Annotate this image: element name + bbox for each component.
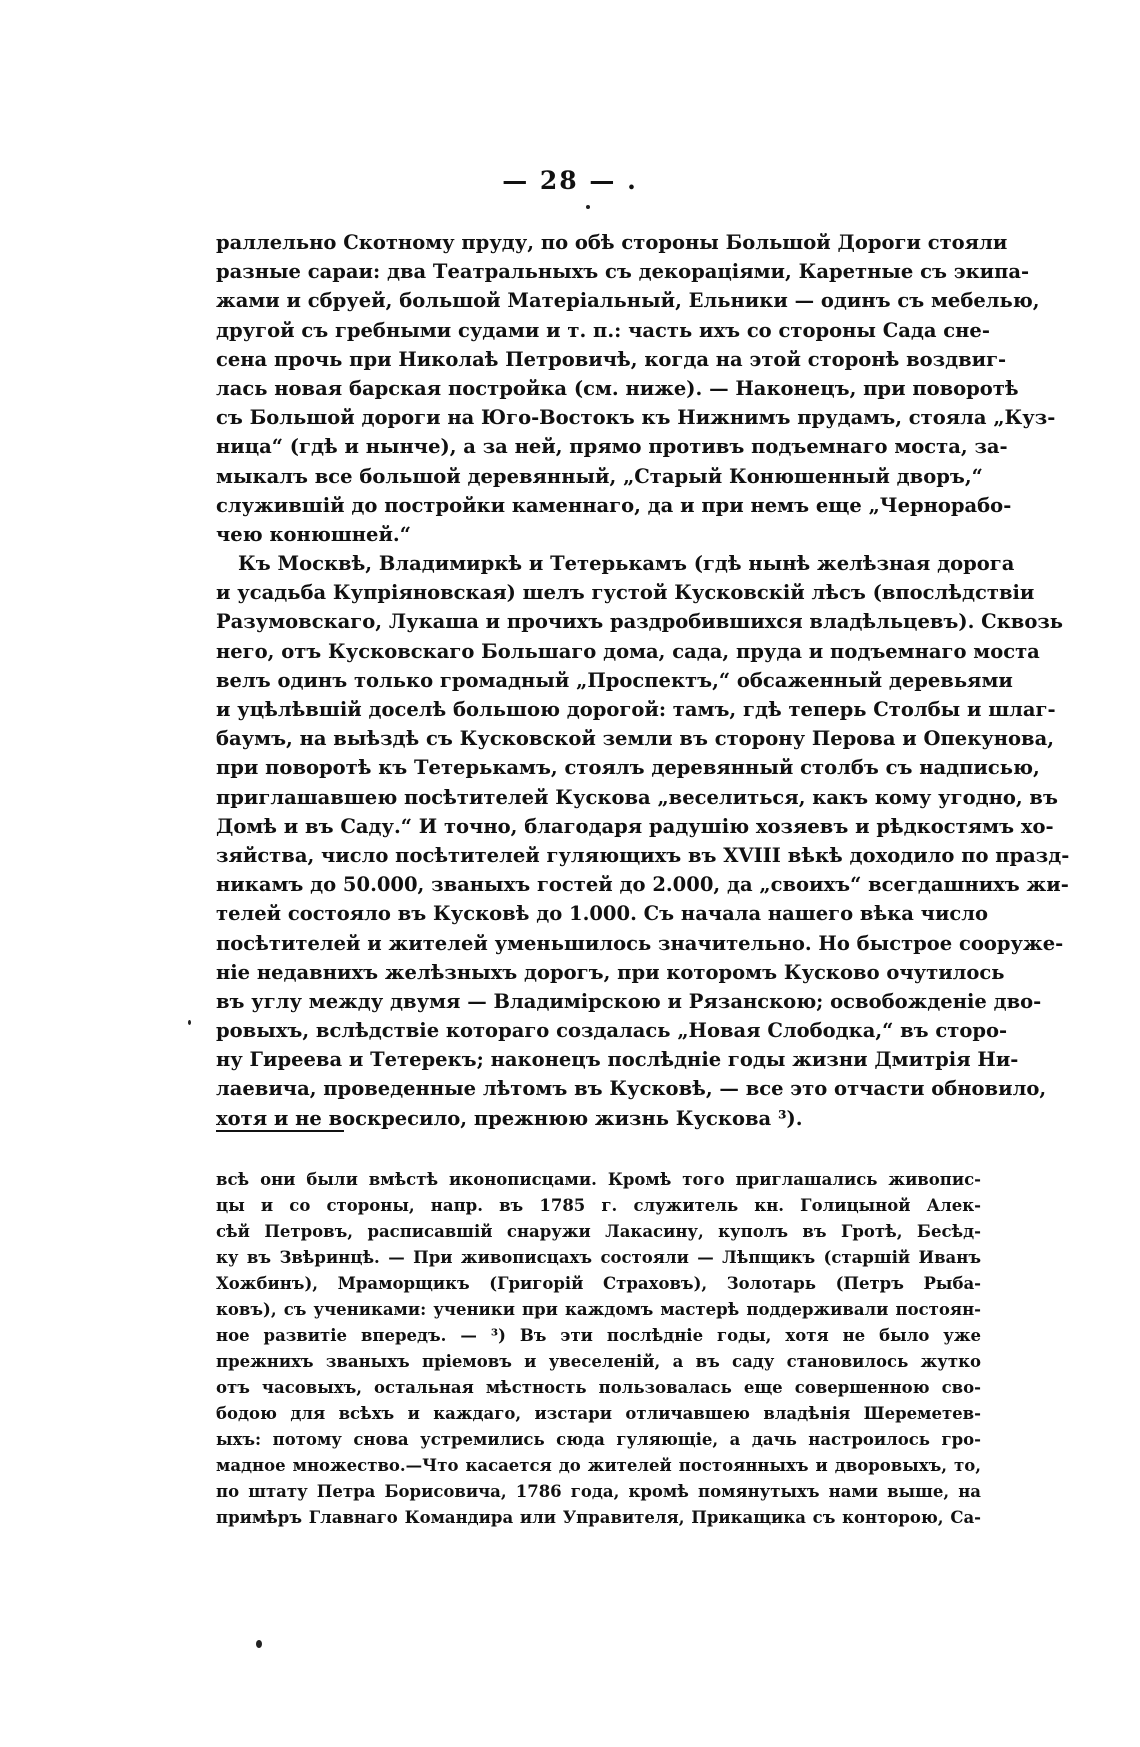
- text-line: лаевича, проведенные лѣтомъ въ Кусковѣ, — все это отчасти обновило,: [216, 1077, 1047, 1101]
- footnote-line: цы и со стороны, напр. въ 1785 г. служитель кн. Голицыной Алек-: [216, 1196, 981, 1215]
- text-line: Домѣ и въ Саду.“ И точно, благодаря радушію хозяевъ и рѣдкостямъ хо-: [216, 814, 1054, 838]
- text-line: въ углу между двумя — Владимірскою и Рязанскою; освобожденіе дво-: [216, 989, 1042, 1013]
- footnote-line: примѣръ Главнаго Командира или Управителя, Прикащика съ конторою, Са-: [216, 1508, 981, 1527]
- footnote-line: бодою для всѣхъ и каждаго, изстари отличавшею владѣнія Шереметев-: [216, 1404, 981, 1423]
- text-line: жами и сбруей, большой Матеріальный, Ельники — одинъ съ мебелью,: [216, 289, 1040, 313]
- footnote-separator: [216, 1130, 344, 1132]
- text-line: служившій до постройки каменнаго, да и при немъ еще „Чернорабо-: [216, 493, 1012, 517]
- text-line: хотя и не воскресило, прежнюю жизнь Кускова ³).: [216, 1106, 803, 1130]
- scan-speck: [256, 1640, 262, 1648]
- scan-speck: [188, 1020, 191, 1025]
- text-line: зяйства, число посѣтителей гуляющихъ въ XVIII вѣкѣ доходило по празд-: [216, 843, 1070, 867]
- footnote-line: всѣ они были вмѣстѣ иконописцами. Кромѣ того приглашались живопис-: [216, 1170, 981, 1189]
- footnote-line: ное развитіе впередъ. — ³) Въ эти послѣдніе годы, хотя не было уже: [216, 1326, 981, 1345]
- footnote-line: отъ часовыхъ, остальная мѣстность пользовалась еще совершенною сво-: [216, 1378, 981, 1397]
- footnote-line: ку въ Звѣринцѣ. — При живописцахъ состояли — Лѣпщикъ (старшій Иванъ: [216, 1248, 981, 1267]
- text-line: разные сараи: два Театральныхъ съ декораціями, Каретные съ экипа-: [216, 260, 1030, 284]
- footnote-line: сѣй Петровъ, расписавшій снаружи Лакасину, куполъ въ Гротѣ, Бесѣд-: [216, 1222, 981, 1241]
- text-line: телей состояло въ Кусковѣ до 1.000. Съ начала нашего вѣка число: [216, 902, 989, 926]
- text-line: и усадьба Купріяновская) шелъ густой Кусковскій лѣсъ (впослѣдствіи: [216, 581, 1035, 605]
- text-line: него, отъ Кусковскаго Большаго дома, сада, пруда и подъемнаго моста: [216, 639, 1040, 663]
- text-line: ровыхъ, вслѣдствіе котораго создалась „Новая Слободка,“ въ сторо-: [216, 1019, 1008, 1043]
- text-line: раллельно Скотному пруду, по обѣ стороны Большой Дороги стояли: [216, 231, 1008, 254]
- page-number: — 28 — .: [502, 166, 638, 195]
- footnotes: [216, 1167, 981, 1531]
- text-line: мыкалъ все большой деревянный, „Старый Конюшенный дворъ,“: [216, 464, 983, 488]
- footnote-line: мадное множество.—Что касается до жителей постоянныхъ и дворовыхъ, то,: [216, 1456, 981, 1475]
- text-line: сена прочь при Николаѣ Петровичѣ, когда на этой сторонѣ воздвиг-: [216, 347, 1007, 371]
- text-line: приглашавшею посѣтителей Кускова „веселиться, какъ кому угодно, въ: [216, 785, 1058, 809]
- text-line: лась новая барская постройка (см. ниже). — Наконецъ, при поворотѣ: [216, 376, 1019, 400]
- text-line: ніе недавнихъ желѣзныхъ дорогъ, при которомъ Кусково очутилось: [216, 960, 1005, 984]
- scan-speck: [586, 205, 590, 209]
- text-line: Къ Москвѣ, Владимиркѣ и Тетерькамъ (гдѣ нынѣ желѣзная дорога: [238, 552, 1015, 576]
- footnote-line: по штату Петра Борисовича, 1786 года, кромѣ помянутыхъ нами выше, на: [216, 1482, 981, 1501]
- footnote-line: Хожбинъ), Мраморщикъ (Григорій Страховъ), Золотарь (Петръ Рыба-: [216, 1274, 981, 1293]
- text-line: ну Гиреева и Тетерекъ; наконецъ послѣдніе годы жизни Дмитрія Ни-: [216, 1048, 1019, 1072]
- text-line: съ Большой дороги на Юго-Востокъ къ Нижнимъ прудамъ, стояла „Куз-: [216, 406, 1056, 430]
- footnote-line: ковъ), съ учениками: ученики при каждомъ мастерѣ поддерживали постоян-: [216, 1300, 981, 1319]
- text-line: посѣтителей и жителей уменьшилось значительно. Но быстрое сооруже-: [216, 931, 1064, 955]
- footnote-line: ыхъ: потому снова устремились сюда гуляющіе, а дачь настроилось гро-: [216, 1430, 981, 1449]
- text-line: при поворотѣ къ Тетерькамъ, стоялъ деревянный столбъ съ надписью,: [216, 756, 1040, 780]
- text-line: чею конюшней.“: [216, 522, 411, 546]
- text-line: велъ одинъ только громадный „Проспектъ,“ обсаженный деревьями: [216, 668, 1013, 692]
- text-line: никамъ до 50.000, званыхъ гостей до 2.000, да „своихъ“ всегдашнихъ жи-: [216, 873, 1069, 897]
- text-line: Разумовскаго, Лукаша и прочихъ раздробившихся владѣльцевъ). Сквозь: [216, 610, 1064, 634]
- text-line: баумъ, на выѣздѣ съ Кусковской земли въ сторону Перова и Опекунова,: [216, 727, 1055, 751]
- text-line: ница“ (гдѣ и нынче), а за ней, прямо противъ подъемнаго моста, за-: [216, 435, 1008, 459]
- text-line: и уцѣлѣвшій доселѣ большою дорогой: тамъ, гдѣ теперь Столбы и шлаг-: [216, 698, 1056, 721]
- footnote-line: прежнихъ званыхъ пріемовъ и увеселеній, а въ саду становилось жутко: [216, 1352, 981, 1371]
- text-line: другой съ гребными судами и т. п.: часть ихъ со стороны Сада сне-: [216, 318, 990, 342]
- main-text: [216, 228, 1070, 1133]
